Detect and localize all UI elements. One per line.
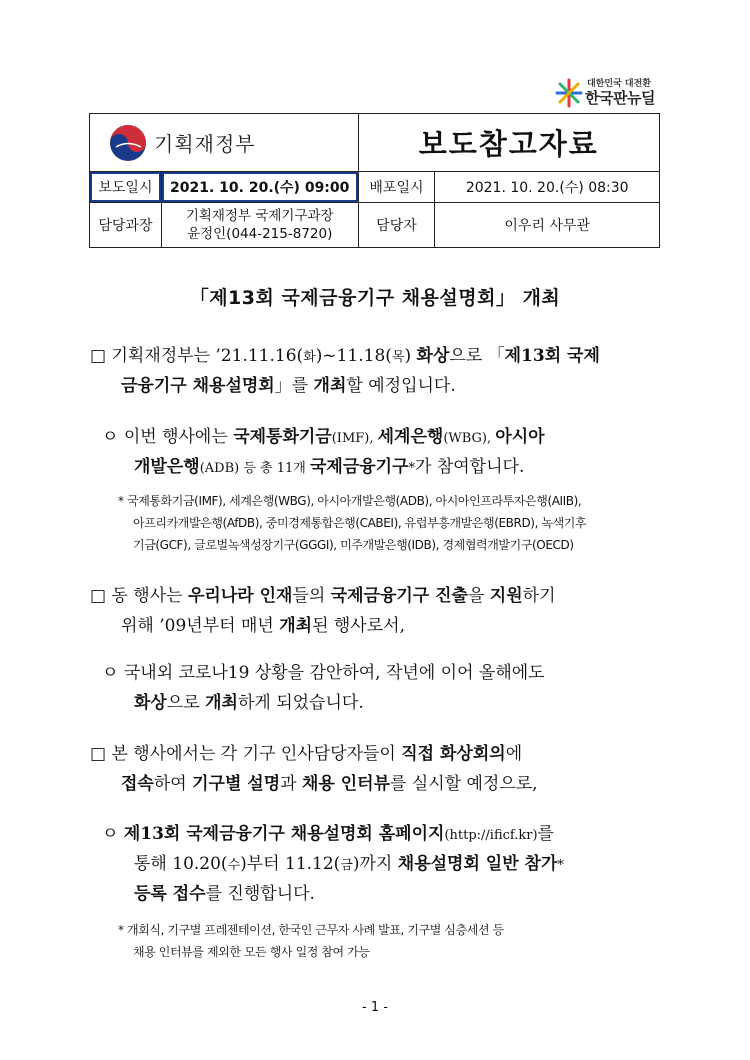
contact-person: 이우리 사무관 — [435, 203, 660, 248]
section-6-line-1: ㅇ 제13회 국제금융기구 채용설명회 홈페이지(http://ificf.kr)를 — [102, 824, 554, 844]
dept-head — [161, 203, 358, 248]
section-2-line-1: ㅇ 이번 행사에는 국제통화기금(IMF), 세계은행(WBG), 아시아 — [102, 427, 545, 447]
page-number: - 1 - — [362, 1000, 388, 1015]
page-title: 「제13회 국제금융기구 채용설명회」 개최 — [189, 287, 561, 309]
footnote-1-line-2: 아프리카개발은행(AfDB), 중미경제통합은행(CABEI), 유럽부흥개발은행(EBRD), 녹색기후 — [133, 516, 587, 530]
footnote-1-line-1: * 국제통화기금(IMF), 세계은행(WBG), 아시아개발은행(ADB), 아시아인프라투자은행(AIIB), — [118, 494, 582, 508]
doc-type: 보도참고자료 — [358, 114, 659, 172]
dist-label: 배포일시 — [358, 172, 435, 203]
logo-name: 한국판뉴딜 — [585, 89, 655, 107]
press-label: 보도일시 — [90, 172, 162, 203]
logo-tagline: 대한민국 대전환 — [587, 79, 651, 89]
dept-label: 담당과장 — [90, 203, 162, 248]
section-5-line-1: □ 본 행사에서는 각 기구 인사담당자들이 직접 화상회의에 — [90, 744, 523, 764]
header-table — [89, 113, 660, 248]
dist-time: 2021. 10. 20.(수) 08:30 — [435, 172, 660, 203]
footnote-2-line-2: 채용 인터뷰를 제외한 모든 행사 일정 참여 가능 — [133, 945, 370, 959]
ministry-cell — [90, 114, 359, 172]
section-1-line-2: 금융기구 채용설명회」를 개최할 예정입니다. — [121, 376, 456, 396]
section-5-line-2: 접속하여 기구별 설명과 채용 인터뷰를 실시할 예정으로, — [121, 774, 538, 794]
section-1-line-1: □ 기획재정부는 ’21.11.16(화)~11.18(목) 화상으로 「제13회 국제 — [90, 346, 600, 366]
dept-line2: 윤정인(044-215-8720) — [187, 226, 333, 242]
section-3-line-1: □ 동 행사는 우리나라 인재들의 국제금융기구 진출을 지원하기 — [90, 586, 556, 606]
korean-new-deal-logo — [555, 76, 665, 112]
section-6-line-3: 등록 접수를 진행합니다. — [134, 884, 315, 904]
section-6-line-2: 통해 10.20(수)부터 11.12(금)까지 채용설명회 일반 참가* — [134, 854, 564, 874]
section-3-line-2: 위해 ’09년부터 매년 개최된 행사로서, — [121, 616, 405, 636]
press-time: 2021. 10. 20.(수) 09:00 — [161, 172, 358, 203]
contact-label: 담당자 — [358, 203, 435, 248]
section-4-line-1: ㅇ 국내외 코로나19 상황을 감안하여, 작년에 이어 올해에도 — [102, 663, 545, 683]
new-deal-star-icon — [555, 78, 583, 108]
taegeuk-emblem-icon — [108, 123, 148, 163]
ministry-name: 기획재정부 — [154, 132, 256, 156]
section-2-line-2: 개발은행(ADB) 등 총 11개 국제금융기구*가 참여합니다. — [134, 457, 525, 477]
footnote-1-line-3: 기금(GCF), 글로벌녹색성장기구(GGGI), 미주개발은행(IDB), 경제협력개발기구(OECD) — [133, 538, 574, 552]
section-4-line-2: 화상으로 개최하게 되었습니다. — [134, 693, 364, 713]
footnote-2-line-1: * 개회식, 기구별 프레젠테이션, 한국인 근무자 사례 발표, 기구별 심층세션 등 — [118, 923, 504, 937]
dept-line1: 기획재정부 국제기구과장 — [185, 208, 334, 224]
